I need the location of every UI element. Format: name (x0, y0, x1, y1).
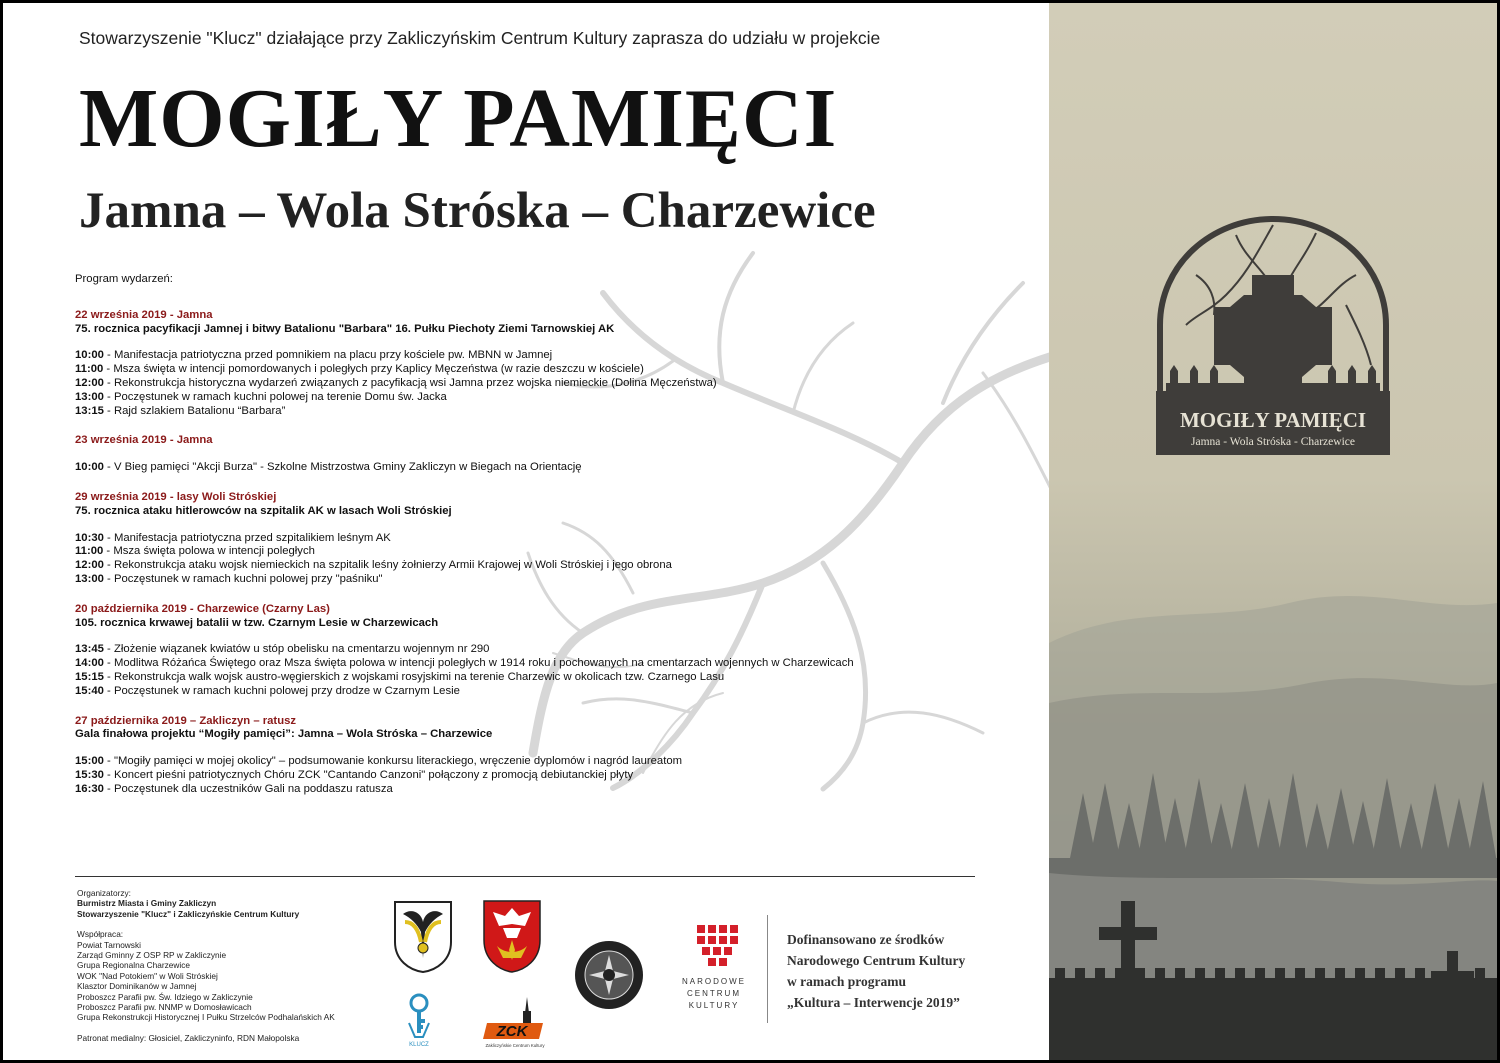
cooperation-line: Grupa Regionalna Charzewice (77, 960, 190, 971)
funding-line: „Kultura – Interwencje 2019” (787, 995, 960, 1010)
funding-line: Narodowego Centrum Kultury (787, 953, 966, 968)
organizer-line: Burmistrz Miasta i Gminy Zakliczyn (77, 898, 217, 909)
schedule-description: - Koncert pieśni patriotycznych Chóru ZCK "Cantando Canzoni" połączony z promocją debiutanckiej płyty (103, 768, 634, 781)
schedule-time: 15:00 (75, 755, 104, 768)
schedule-item (75, 532, 1035, 546)
schedule-item (75, 461, 1035, 475)
event-block (75, 309, 1035, 419)
zck-logo-subtext: Zakliczyńskie Centrum Kultury (485, 1043, 545, 1048)
emblem-title: MOGIŁY PAMIĘCI (1179, 408, 1367, 432)
schedule-time: 16:30 (75, 782, 104, 795)
schedule-time: 14:00 (75, 657, 104, 670)
schedule-description: - "Mogiły pamięci w mojej okolicy" – podsumowanie konkursu literackiego, wręczenie dyplomów i nagród laureatom (103, 755, 683, 768)
schedule-description: - Poczęstunek dla uczestników Gali na poddaszu ratusza (103, 782, 393, 795)
klucz-logo-text: KLUCZ (409, 1042, 429, 1048)
cooperation-label: Współpraca: (77, 929, 124, 940)
schedule-item (75, 559, 1035, 573)
schedule-time: 12:00 (75, 376, 104, 389)
schedule-description: - Poczęstunek w ramach kuchni polowej przy "paśniku" (103, 572, 383, 585)
event-block (75, 603, 1035, 699)
organizers-label: Organizatorzy: (77, 888, 131, 898)
schedule-description: - Msza święta w intencji pomordowanych i poległych przy Kaplicy Męczeństwa (w razie deszczu w kościele) (103, 363, 644, 376)
events-list (75, 309, 1035, 797)
cooperation-line: Klasztor Dominikanów w Jamnej (77, 981, 197, 992)
funding-line: w ramach programu (787, 974, 906, 989)
event-gap (75, 519, 1035, 532)
schedule-item (75, 545, 1035, 559)
cooperation-line: Proboszcz Parafii pw. NNMP w Domosławicach (77, 1002, 252, 1013)
schedule-item (75, 685, 1035, 699)
event-gap (75, 336, 1035, 349)
nck-text-line: NARODOWE (682, 977, 746, 986)
schedule-time: 13:00 (75, 572, 104, 585)
event-gap (75, 742, 1035, 755)
funding-note (787, 929, 965, 1013)
klucz-association-logo (401, 993, 437, 1049)
zck-logo-text: ZCK (496, 1023, 528, 1040)
event-date-heading: 23 września 2019 - Jamna (75, 434, 213, 447)
schedule-description: - Manifestacja patriotyczna przed pomnikiem na placu przy kościele pw. MBNN w Jamnej (103, 349, 553, 362)
poster-left-panel (3, 3, 1049, 1060)
schedule-description: - Złożenie wiązanek kwiatów u stóp obelisku na cmentarzu wojennym nr 290 (103, 643, 490, 656)
schedule-item (75, 671, 1035, 685)
organizers-block (77, 888, 397, 1043)
cooperation-line: Zarząd Gminny Z OSP RP w Zakliczynie (77, 950, 227, 961)
schedule-time: 13:15 (75, 404, 104, 417)
gmina-zakliczyn-coat-of-arms-logo (391, 898, 455, 974)
schedule-item (75, 755, 1035, 769)
emblem-subtitle: Jamna - Wola Stróska - Charzewice (1191, 436, 1355, 448)
schedule-item (75, 363, 1035, 377)
nck-logo-text (681, 976, 747, 1012)
reconstruction-group-badge-logo (573, 939, 645, 1011)
schedule-item (75, 643, 1035, 657)
schedule-description: - Rekonstrukcja historyczna wydarzeń związanych z pacyfikacją wsi Jamna przez wojska niemieckie (Dolina Męczeństwa) (103, 376, 717, 389)
schedule-item (75, 391, 1035, 405)
schedule-description: - Msza święta polowa w intencji poległych (103, 545, 315, 558)
schedule-item (75, 783, 1035, 797)
cooperation-line: Grupa Rekonstrukcji Historycznej I Pułku Strzelców Podhalańskich AK (77, 1012, 335, 1023)
schedule-item (75, 573, 1035, 587)
funding-line: Dofinansowano ze środków (787, 932, 945, 947)
schedule-item (75, 349, 1035, 363)
footer-divider (75, 876, 975, 877)
schedule-time: 10:00 (75, 461, 104, 474)
schedule-description: - Rekonstrukcja ataku wojsk niemieckich na szpitalik leśny żołnierzy Armii Krajowej w Woli Stróskiej i jego obrona (103, 559, 672, 572)
event-date-heading: 29 września 2019 - lasy Woli Stróskiej (75, 490, 277, 503)
event-date-heading: 27 października 2019 – Zakliczyn – ratusz (75, 714, 297, 727)
schedule-description: - V Bieg pamięci "Akcji Burza" - Szkolne Mistrzostwa Gminy Zakliczyn w Biegach na Orientację (103, 461, 582, 474)
schedule-item (75, 377, 1035, 391)
cooperation-line: WOK "Nad Potokiem" w Woli Stróskiej (77, 970, 218, 981)
event-date-heading: 22 września 2019 - Jamna (75, 308, 213, 321)
program-label: Program wydarzeń: (75, 273, 173, 285)
misty-forest-cemetery-illustration (1049, 3, 1497, 1060)
poster-right-panel (1049, 3, 1497, 1060)
event-gap (75, 448, 1035, 461)
nck-logo-mark (695, 923, 739, 967)
program-section (75, 273, 1035, 813)
schedule-description: - Manifestacja patriotyczna przed szpitalikiem leśnym AK (103, 531, 391, 544)
schedule-time: 11:00 (75, 545, 104, 558)
schedule-time: 10:00 (75, 349, 104, 362)
schedule-time: 15:30 (75, 768, 104, 781)
schedule-item (75, 405, 1035, 419)
poster (3, 3, 1497, 1060)
schedule-time: 10:30 (75, 531, 104, 544)
nck-text-line: CENTRUM (687, 989, 741, 998)
schedule-time: 13:00 (75, 390, 104, 403)
powiat-tarnowski-coat-of-arms-logo (481, 898, 543, 974)
schedule-time: 15:40 (75, 684, 104, 697)
organizer-line: Stowarzyszenie "Klucz" i Zakliczyńskie Centrum Kultury (77, 908, 300, 919)
schedule-description: - Rajd szlakiem Batalionu “Barbara” (103, 404, 286, 417)
nck-text-line: KULTURY (688, 1001, 740, 1010)
schedule-description: - Modlitwa Różańca Świętego oraz Msza święta polowa w intencji poległych w 1914 roku i pochowanych na cmentarzach wojennych w Charzewicach (103, 657, 854, 670)
zck-culture-centre-logo (481, 993, 549, 1051)
event-date-heading: 20 października 2019 - Charzewice (Czarny Las) (75, 602, 330, 615)
event-subtitle: Gala finałowa projektu “Mogiły pamięci”: Jamna – Wola Stróska – Charzewice (75, 728, 493, 741)
funding-divider (767, 915, 768, 1023)
schedule-item (75, 769, 1035, 783)
schedule-description: - Poczęstunek w ramach kuchni polowej przy drodze w Czarnym Lesie (103, 684, 460, 697)
main-title: MOGIŁY PAMIĘCI (79, 72, 838, 165)
main-subtitle: Jamna – Wola Stróska – Charzewice (79, 183, 876, 239)
schedule-description: - Poczęstunek w ramach kuchni polowej na terenie Domu św. Jacka (103, 390, 447, 403)
event-subtitle: 75. rocznica pacyfikacji Jamnej i bitwy Batalionu "Barbara" 16. Pułku Piechoty Ziemi Tarnowskiej AK (75, 322, 615, 335)
media-patronage: Patronat medialny: Głosiciel, Zakliczyninfo, RDN Małopolska (77, 1032, 300, 1043)
event-block (75, 434, 1035, 475)
schedule-time: 15:15 (75, 670, 104, 683)
schedule-time: 12:00 (75, 559, 104, 572)
schedule-time: 11:00 (75, 363, 104, 376)
event-subtitle: 75. rocznica ataku hitlerowców na szpitalik AK w lasach Woli Stróskiej (75, 504, 452, 517)
event-subtitle: 105. rocznica krwawej batalii w tzw. Czarnym Lesie w Charzewicach (75, 616, 439, 629)
intro-line: Stowarzyszenie "Klucz" działające przy Zakliczyńskim Centrum Kultury zaprasza do udziału w projekcie (79, 28, 881, 48)
mogily-pamieci-emblem (1156, 215, 1390, 455)
cooperation-line: Proboszcz Parafii pw. Św. Idziego w Zakliczynie (77, 991, 253, 1002)
cooperation-line: Powiat Tarnowski (77, 939, 141, 950)
schedule-description: - Rekonstrukcja walk wojsk austro-węgierskich z wojskami rosyjskimi na terenie Charzewic w okolicach tzw. Czarnego Lasu (103, 670, 725, 683)
schedule-time: 13:45 (75, 643, 104, 656)
event-block (75, 715, 1035, 797)
event-block (75, 491, 1035, 587)
schedule-item (75, 657, 1035, 671)
event-gap (75, 630, 1035, 643)
